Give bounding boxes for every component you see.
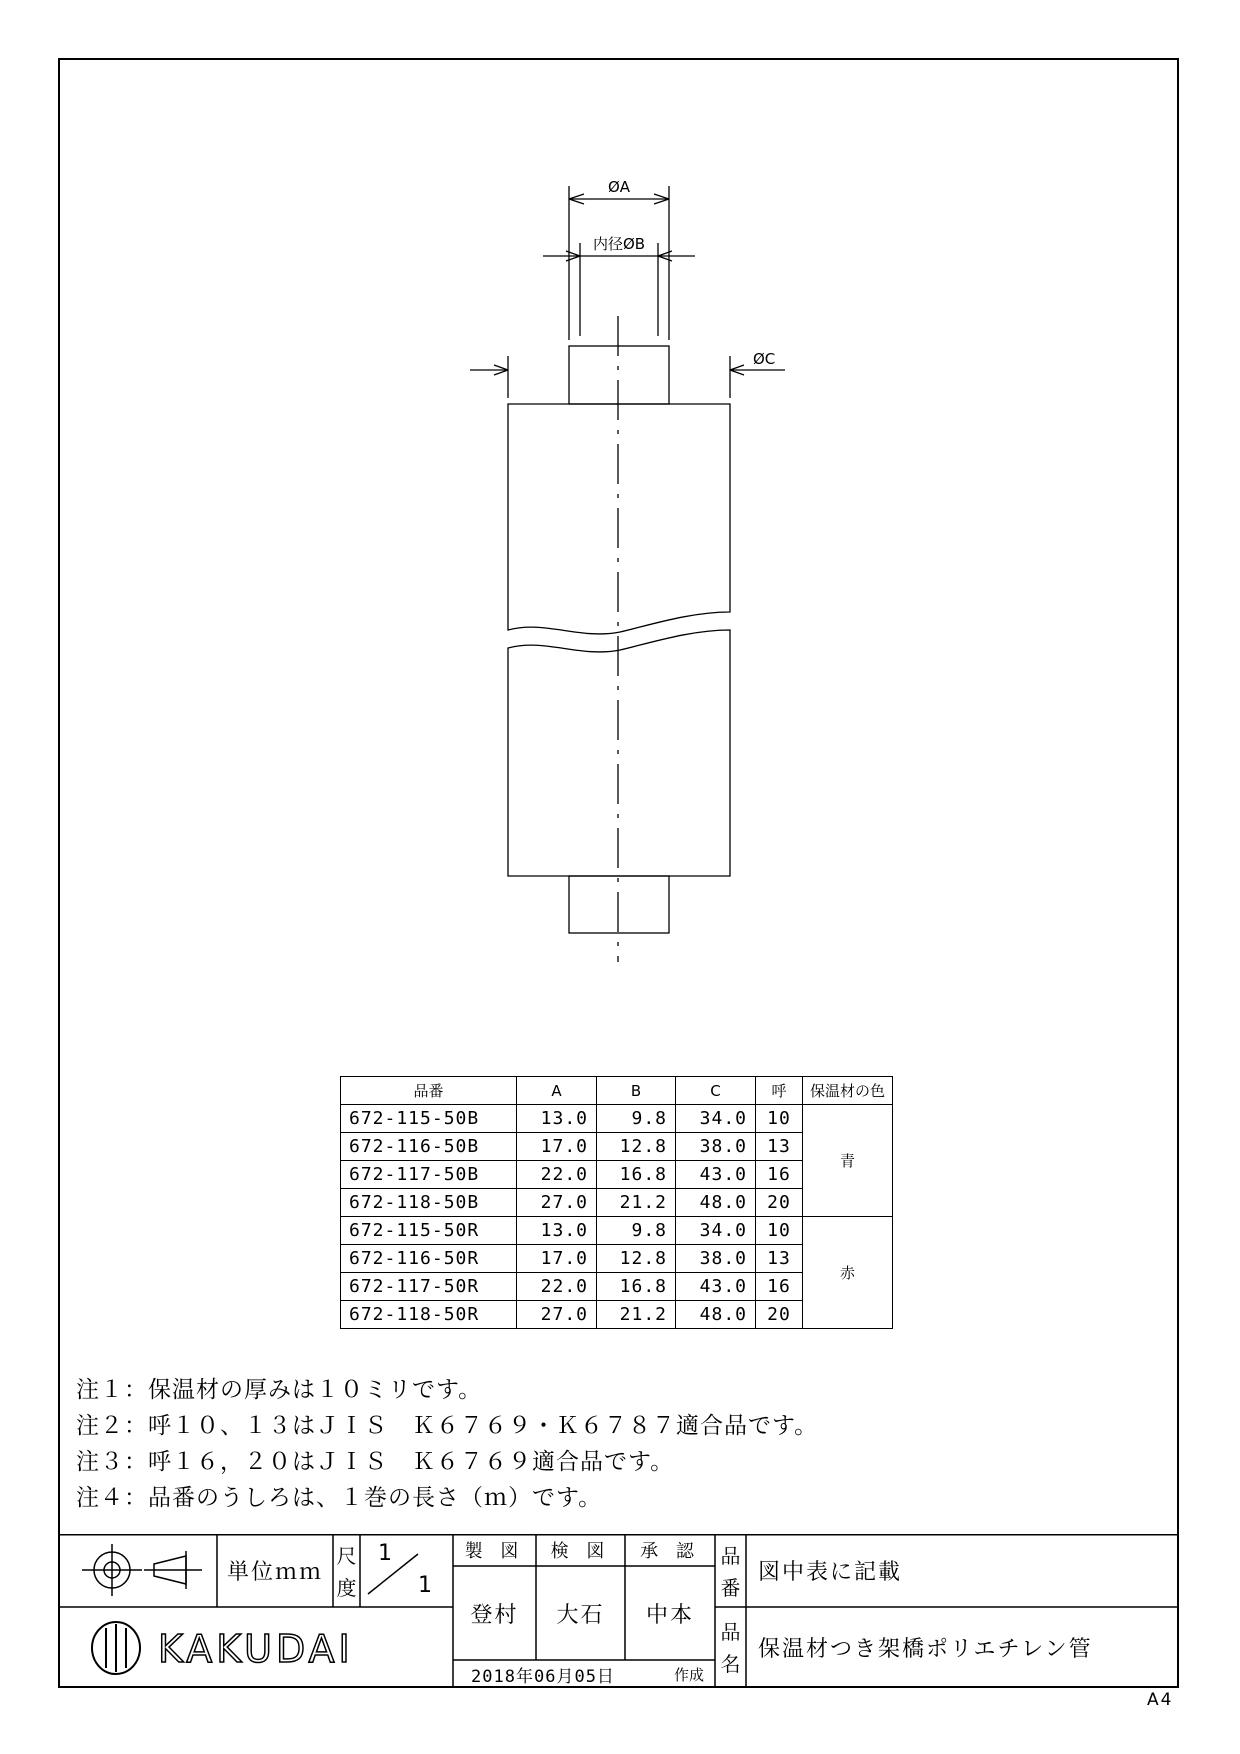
cell-a: 27.0 bbox=[517, 1301, 597, 1329]
note-4: 注４：品番のうしろは、１巻の長さ（ｍ）です。 bbox=[76, 1485, 603, 1511]
scale-label-bottom: 度 bbox=[336, 1575, 357, 1600]
company-name: KAKUDAI bbox=[158, 1627, 354, 1671]
cell-b: 12.8 bbox=[597, 1245, 676, 1273]
dim-c-label: ØC bbox=[753, 350, 776, 368]
cell-c: 48.0 bbox=[676, 1189, 756, 1217]
header-nominal: 呼 bbox=[756, 1077, 803, 1105]
kakudai-logo-icon bbox=[88, 1618, 148, 1678]
approved-label: 承 認 bbox=[640, 1541, 700, 1562]
dim-b-label: 内径ØB bbox=[592, 235, 646, 253]
part-name-label-bottom: 名 bbox=[720, 1651, 741, 1676]
table-row bbox=[341, 1105, 893, 1133]
cell-a: 13.0 bbox=[517, 1217, 597, 1245]
cell-b: 21.2 bbox=[597, 1301, 676, 1329]
cell-a: 17.0 bbox=[517, 1133, 597, 1161]
cell-c: 43.0 bbox=[676, 1161, 756, 1189]
header-c: C bbox=[676, 1077, 756, 1105]
drawn-by: 登村 bbox=[470, 1602, 519, 1628]
cell-b: 9.8 bbox=[597, 1217, 676, 1245]
cell-a: 17.0 bbox=[517, 1245, 597, 1273]
header-b: B bbox=[597, 1077, 676, 1105]
created-label: 作成 bbox=[673, 1665, 704, 1684]
cell-c: 38.0 bbox=[676, 1245, 756, 1273]
cell-color-red: 赤 bbox=[803, 1217, 893, 1329]
cell-c: 48.0 bbox=[676, 1301, 756, 1329]
note-3: 注３：呼１６，２０はＪＩＳ Ｋ６７６９適合品です。 bbox=[76, 1449, 675, 1475]
cell-nominal: 10 bbox=[756, 1217, 803, 1245]
header-a: A bbox=[517, 1077, 597, 1105]
cell-part-no: 672-115-50R bbox=[341, 1217, 517, 1245]
projection-symbol-icon bbox=[70, 1541, 210, 1601]
note-2: 注２：呼１０、１３はＪＩＳ Ｋ６７６９・Ｋ６７８７適合品です。 bbox=[76, 1413, 819, 1439]
cell-c: 38.0 bbox=[676, 1133, 756, 1161]
spec-table bbox=[340, 1076, 893, 1329]
cell-color-blue: 青 bbox=[803, 1105, 893, 1217]
cell-nominal: 13 bbox=[756, 1245, 803, 1273]
cell-c: 43.0 bbox=[676, 1273, 756, 1301]
part-no-label-top: 品 bbox=[720, 1543, 741, 1568]
scale-label-top: 尺 bbox=[336, 1543, 357, 1568]
cell-part-no: 672-117-50B bbox=[341, 1161, 517, 1189]
scale-denominator: 1 bbox=[418, 1572, 432, 1598]
cell-nominal: 16 bbox=[756, 1273, 803, 1301]
cell-a: 22.0 bbox=[517, 1161, 597, 1189]
checked-label: 検 図 bbox=[550, 1541, 611, 1562]
cell-part-no: 672-116-50R bbox=[341, 1245, 517, 1273]
cell-b: 21.2 bbox=[597, 1189, 676, 1217]
cell-part-no: 672-117-50R bbox=[341, 1273, 517, 1301]
table-header-row bbox=[341, 1077, 893, 1105]
cell-nominal: 20 bbox=[756, 1301, 803, 1329]
note-1: 注１：保温材の厚みは１０ミリです。 bbox=[76, 1377, 483, 1403]
cell-b: 16.8 bbox=[597, 1273, 676, 1301]
cell-part-no: 672-118-50R bbox=[341, 1301, 517, 1329]
cell-a: 22.0 bbox=[517, 1273, 597, 1301]
cell-nominal: 13 bbox=[756, 1133, 803, 1161]
cell-b: 16.8 bbox=[597, 1161, 676, 1189]
part-no-label-bottom: 番 bbox=[720, 1575, 741, 1600]
unit-label: 単位ｍｍ bbox=[226, 1560, 323, 1585]
cell-c: 34.0 bbox=[676, 1217, 756, 1245]
cell-b: 9.8 bbox=[597, 1105, 676, 1133]
notes bbox=[76, 1372, 818, 1516]
cell-c: 34.0 bbox=[676, 1105, 756, 1133]
paper-size-label: A4 bbox=[1147, 1690, 1174, 1710]
cell-a: 13.0 bbox=[517, 1105, 597, 1133]
cell-a: 27.0 bbox=[517, 1189, 597, 1217]
part-name-value: 保温材つき架橋ポリエチレン管 bbox=[758, 1637, 1093, 1662]
table-row bbox=[341, 1217, 893, 1245]
cell-nominal: 10 bbox=[756, 1105, 803, 1133]
part-name-label-top: 品 bbox=[720, 1619, 741, 1644]
drawn-label: 製 図 bbox=[464, 1541, 525, 1562]
cell-part-no: 672-116-50B bbox=[341, 1133, 517, 1161]
cell-b: 12.8 bbox=[597, 1133, 676, 1161]
cell-nominal: 20 bbox=[756, 1189, 803, 1217]
cell-nominal: 16 bbox=[756, 1161, 803, 1189]
title-block bbox=[58, 1534, 1179, 1688]
header-color: 保温材の色 bbox=[803, 1077, 893, 1105]
cell-part-no: 672-118-50B bbox=[341, 1189, 517, 1217]
creation-date: 2018年06月05日 bbox=[471, 1666, 615, 1687]
scale-numerator: 1 bbox=[378, 1540, 392, 1566]
approved-by: 中本 bbox=[645, 1602, 694, 1628]
part-no-value: 図中表に記載 bbox=[758, 1560, 903, 1585]
header-part-no: 品番 bbox=[341, 1077, 517, 1105]
cell-part-no: 672-115-50B bbox=[341, 1105, 517, 1133]
dim-a-label: ØA bbox=[607, 178, 631, 196]
checked-by: 大石 bbox=[556, 1602, 605, 1628]
